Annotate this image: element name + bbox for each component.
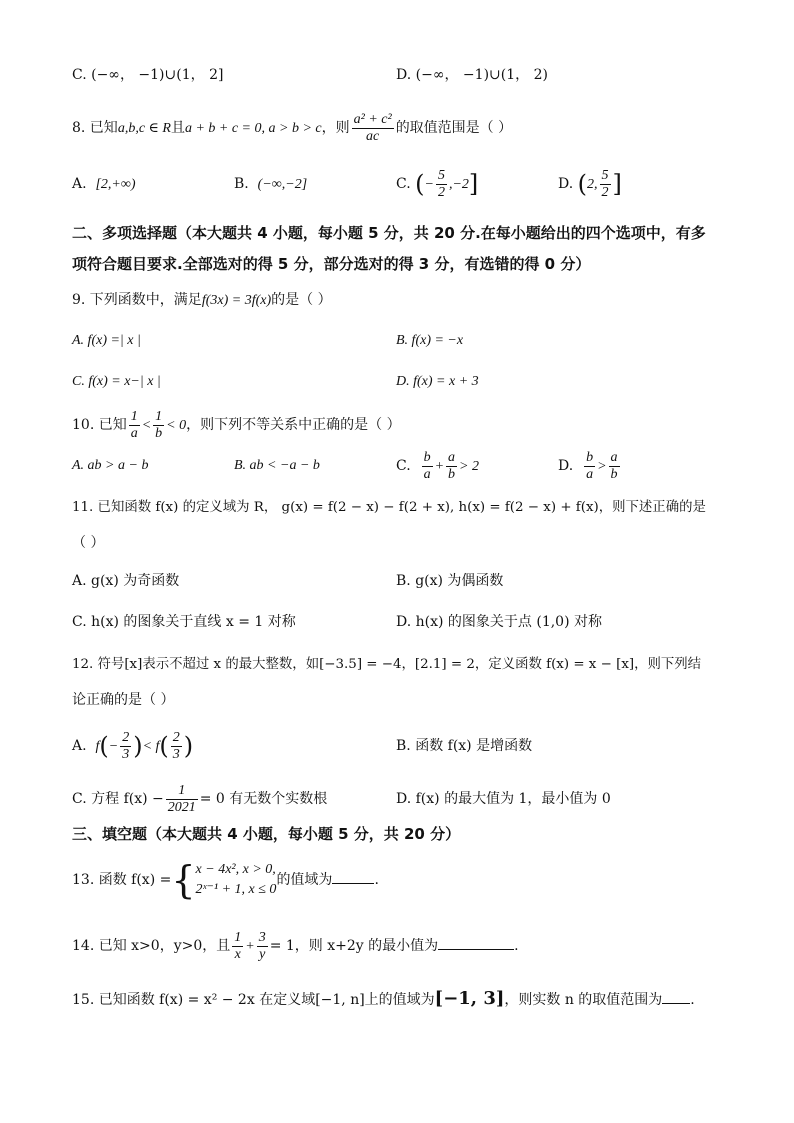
q13-cases: [196, 860, 277, 900]
q12-a-frac2-num: 2: [172, 729, 180, 745]
q10-c-frac1-num: b: [423, 449, 431, 465]
q10-prefix: 10. 已知: [72, 417, 127, 433]
q14-frac2-den: y: [259, 946, 266, 962]
q8-d-head: 2,: [587, 177, 598, 192]
q8-c-fraction: [436, 168, 447, 201]
q10-stem: [72, 406, 401, 445]
q9-stem-prefix: 9. 下列函数中，满足: [72, 292, 202, 308]
q12-a-lparen2: (: [159, 732, 169, 760]
q12-a-sign: −: [108, 739, 119, 754]
q10-d-frac1-den: a: [586, 466, 594, 482]
q9-stem-suffix: 的是（ ）: [271, 292, 332, 308]
q12-stem-line1: 12. 符号[x]表示不超过 x 的最大整数，如[−3.5] = −4，[2.1] = 2，定义函数 f(x) = x − [x]，则下列结: [72, 657, 702, 672]
q13-case1: x − 4x², x > 0,: [195, 862, 276, 877]
q8-prefix: 8. 已知: [72, 120, 118, 136]
q7-option-d: D. (−∞， −1)∪(1， 2): [396, 67, 548, 83]
q10-c-tail: > 2: [459, 459, 479, 474]
section2-heading-line2: 项符合题目要求.全部选对的得 5 分，部分选对的得 3 分，有选错的得 0 分）: [72, 255, 591, 273]
q14-frac2: [257, 930, 268, 963]
q8-cond: a,b,c ∈ R: [117, 121, 171, 136]
q15-stem: [72, 986, 695, 1013]
q12-option-b: B. 函数 f(x) 是增函数: [396, 738, 533, 754]
q13-period: .: [374, 872, 379, 888]
section3-heading: 三、填空题（本大题共 4 小题，每小题 5 分，共 20 分）: [72, 825, 461, 843]
q9-option-d: D. f(x) = x + 3: [396, 374, 479, 389]
q10-c-plus: +: [434, 459, 445, 474]
q10-d-gt: >: [597, 459, 607, 474]
q12-option-d: D. f(x) 的最大值为 1，最小值为 0: [396, 791, 611, 807]
q12-c-fraction: [166, 783, 198, 816]
q10-c-frac1-den: a: [423, 466, 431, 482]
q8-numerator: a² + c²: [353, 111, 392, 127]
q9-option-a: A. f(x) =| x |: [72, 333, 141, 348]
q8-suffix: 的取值范围是（ ）: [395, 120, 513, 136]
q8-d-num: 5: [601, 167, 609, 183]
q12-a-frac2-den: 3: [172, 746, 180, 762]
q13-answer-blank[interactable]: [332, 869, 374, 884]
q13-brace: {: [171, 858, 196, 902]
q10-d-frac1-num: b: [586, 449, 594, 465]
q8-c-left-paren: (: [415, 170, 425, 198]
q10-d-frac2-num: a: [610, 449, 618, 465]
q13-case2: 2ˣ⁻¹ + 1, x ≤ 0: [195, 882, 277, 897]
q10-tail: < 0: [166, 418, 187, 433]
q12-a-rparen2: ): [183, 732, 194, 760]
q11-option-a: A. g(x) 为奇函数: [72, 573, 180, 589]
q10-c-frac2: [446, 450, 457, 483]
q8-d-right-bracket: ]: [612, 170, 622, 198]
q10-suffix: ，则下列不等关系中正确的是（ ）: [186, 417, 401, 433]
q11-option-b: B. g(x) 为偶函数: [396, 573, 504, 589]
q14-frac1: [232, 930, 243, 963]
q12-a-lt: < f: [142, 739, 160, 754]
q15-answer-blank[interactable]: [662, 989, 690, 1004]
q14-mid: = 1，则 x+2y 的最小值为: [269, 938, 439, 954]
q12-a-lparen1: (: [99, 732, 109, 760]
q8-option-c: [396, 162, 478, 207]
q15-range: [−1, 3]: [434, 988, 505, 1009]
q9-option-c: C. f(x) = x−| x |: [72, 374, 161, 389]
q10-option-d: [558, 447, 622, 486]
q10-frac1: [129, 409, 140, 442]
q10-d-frac1: [584, 450, 595, 483]
q8-cond2: a + b + c = 0, a > b > c: [184, 121, 322, 136]
q8-option-c-label: C.: [396, 176, 411, 192]
q12-a-frac1-den: 3: [122, 746, 130, 762]
q14-end: .: [514, 938, 519, 954]
q9-option-b: B. f(x) = −x: [396, 333, 464, 348]
q8-c-den: 2: [437, 184, 445, 200]
section2-heading-line1: 二、多项选择题（本大题共 4 小题，每小题 5 分，共 20 分.在每小题给出的四个选项中，有多: [72, 224, 706, 242]
q14-frac1-den: x: [234, 946, 241, 962]
q8-option-d-label: D.: [558, 176, 574, 192]
q9-stem: [72, 289, 332, 312]
q12-a-rparen1: ): [133, 732, 143, 760]
q10-c-frac1: [422, 450, 433, 483]
q8-stem: [72, 110, 512, 147]
q15-end: .: [690, 992, 695, 1008]
q11-stem-line1: 11. 已知函数 f(x) 的定义域为 R， g(x) = f(2 − x) − f(2 + x), h(x) = f(2 − x) + f(x)，则下述正确的是: [72, 500, 706, 515]
q12-a-frac2: [171, 730, 182, 763]
q10-frac2: [153, 409, 164, 442]
q10-lt: <: [141, 418, 152, 433]
q15-prefix: 15. 已知函数 f(x) = x² − 2x 在定义域[−1, n]上的值域为: [72, 992, 435, 1008]
q10-c-frac2-num: a: [448, 449, 456, 465]
q12-c-prefix: C. 方程 f(x) −: [72, 791, 164, 807]
q8-d-left-paren: (: [577, 170, 588, 198]
q8-fraction: [352, 112, 394, 145]
q13-suffix: 的值域为: [276, 872, 333, 888]
q14-frac1-num: 1: [234, 929, 242, 945]
q12-option-a: [72, 724, 193, 769]
q10-c-frac2-den: b: [448, 466, 456, 482]
q13-stem: [72, 856, 379, 904]
q12-stem-line2: 论正确的是（ ）: [72, 692, 175, 708]
q9-stem-math: f(3x) = 3f(x): [201, 293, 272, 308]
q8-c-tail: ,−2: [448, 177, 469, 192]
q8-c-sign: −: [424, 177, 434, 192]
q10-option-a: A. ab > a − b: [72, 458, 149, 473]
q8-d-den: 2: [601, 184, 609, 200]
q14-frac2-num: 3: [258, 929, 266, 945]
q12-option-c: [72, 780, 327, 818]
q10-option-c: [396, 447, 479, 486]
q12-a-f1: f: [95, 739, 100, 754]
q8-mid1: 且: [170, 120, 185, 136]
q11-option-c: C. h(x) 的图象关于直线 x = 1 对称: [72, 614, 296, 630]
q12-c-suffix: = 0 有无数个实数根: [199, 791, 328, 807]
q7-option-c: C. (−∞， −1)∪(1， 2]: [72, 67, 224, 83]
q12-a-frac1: [120, 730, 131, 763]
q8-denominator: ac: [366, 128, 380, 144]
q11-option-d: D. h(x) 的图象关于点 (1,0) 对称: [396, 614, 603, 630]
q8-option-d: [558, 162, 622, 207]
q10-frac1-num: 1: [130, 408, 138, 424]
q10-frac2-num: 1: [155, 408, 163, 424]
q12-a-frac1-num: 2: [122, 729, 130, 745]
q10-frac1-den: a: [130, 425, 138, 441]
q12-a-label: A.: [72, 738, 87, 754]
q14-stem: [72, 926, 519, 967]
q10-d-label: D.: [558, 458, 574, 474]
q8-option-a: [72, 166, 136, 203]
q8-c-right-bracket: ]: [468, 170, 479, 198]
q12-c-den: 2021: [167, 799, 196, 815]
q14-prefix: 14. 已知 x>0，y>0，且: [72, 938, 231, 954]
q15-suffix: ，则实数 n 的取值范围为: [504, 992, 663, 1008]
q14-answer-blank[interactable]: [438, 935, 514, 950]
q8-c-num: 5: [437, 167, 445, 183]
q8-option-a-label: A.: [72, 176, 87, 192]
q8-mid2: ，则: [321, 120, 350, 136]
q12-c-num: 1: [166, 783, 198, 800]
q10-c-label: C.: [396, 458, 411, 474]
q8-option-b-label: B.: [234, 176, 249, 192]
q8-option-a-value: [2,+∞): [95, 177, 136, 192]
q10-option-b: B. ab < −a − b: [234, 458, 320, 473]
q11-stem-line2: （ ）: [72, 535, 105, 551]
q10-d-frac2-den: b: [610, 466, 618, 482]
q13-prefix: 13. 函数 f(x) =: [72, 872, 172, 888]
q8-option-b-value: (−∞,−2]: [257, 177, 308, 192]
q14-plus: +: [245, 939, 255, 954]
q10-frac2-den: b: [155, 425, 163, 441]
q8-d-fraction: [600, 168, 611, 201]
q8-option-b: [234, 166, 307, 203]
q10-d-frac2: [609, 450, 620, 483]
